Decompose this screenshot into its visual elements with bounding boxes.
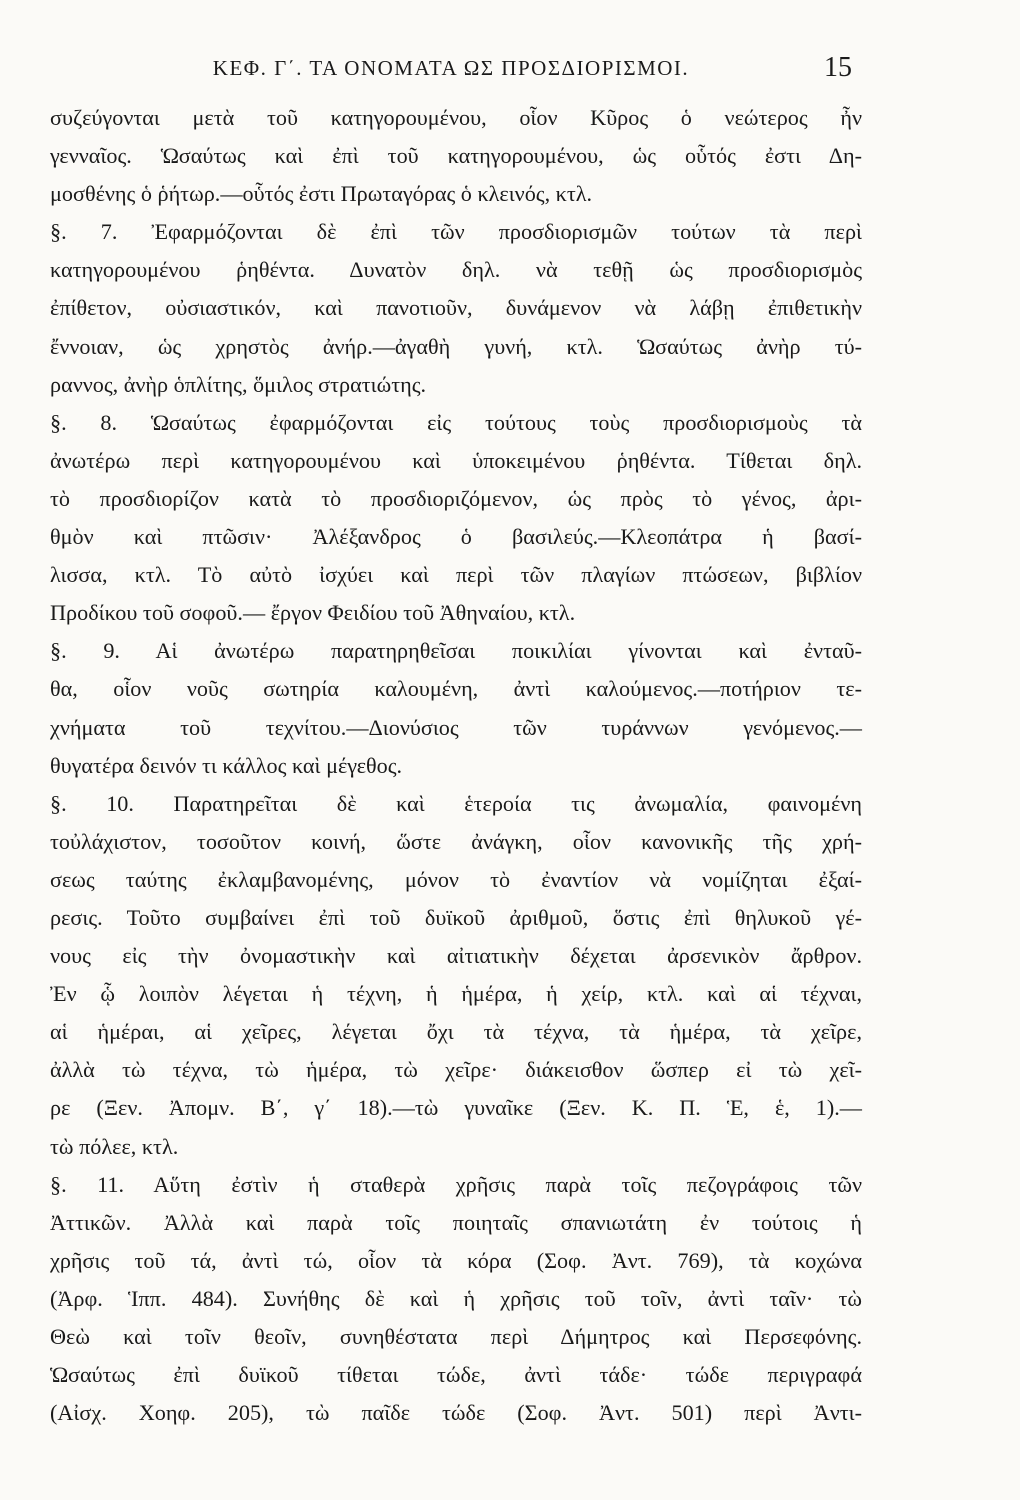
text-line: Ἀττικῶν. Ἀλλὰ καὶ παρὰ τοῖς ποιηταῖς σπανιωτάτη ἐν τούτοις ἡ xyxy=(50,1209,862,1235)
text-line: §. 10. Παρατηρεῖται δὲ καὶ ἑτεροία τις ἀνωμαλία, φαινομένη xyxy=(50,790,862,816)
page-number: 15 xyxy=(824,52,852,83)
text-line: §. 8. Ὡσαύτως ἐφαρμόζονται εἰς τούτους τοὺς προσδιορισμοὺς τὰ xyxy=(50,409,862,435)
text-line: τὼ πόλεε, κτλ. xyxy=(50,1133,179,1159)
text-line: χνήματα τοῦ τεχνίτου.—Διονύσιος τῶν τυράννων γενόμενος.— xyxy=(50,714,862,740)
text-line: τὸ προσδιορίζον κατὰ τὸ προσδιοριζόμενον, ὡς πρὸς τὸ γένος, ἀρι- xyxy=(50,485,862,511)
text-line: §. 11. Αὕτη ἐστὶν ἡ σταθερὰ χρῆσις παρὰ τοῖς πεζογράφοις τῶν xyxy=(50,1171,862,1197)
text-line: συζεύγονται μετὰ τοῦ κατηγορουμένου, οἷον Κῦρος ὁ νεώτερος ἦν xyxy=(50,105,862,130)
text-line: §. 9. Αἱ ἀνωτέρω παρατηρηθεῖσαι ποικιλίαι γίνονται καὶ ἐνταῦ- xyxy=(50,638,862,664)
text-line: ἀνωτέρω περὶ κατηγορουμένου καὶ ὑποκειμένου ῥηθέντα. Τίθεται δηλ. xyxy=(50,447,862,473)
text-line: (Αἰσχ. Χοηφ. 205), τὼ παῖδε τώδε (Σοφ. Ἀντ. 501) περὶ Ἀντι- xyxy=(50,1400,862,1426)
text-line: κατηγορουμένου ῥηθέντα. Δυνατὸν δηλ. νὰ τεθῇ ὡς προσδιορισμὸς xyxy=(50,257,862,283)
text-line: ραννος, ἀνὴρ ὁπλίτης, ὅμιλος στρατιώτης. xyxy=(50,371,427,397)
text-line: θυγατέρα δεινόν τι κάλλος καὶ μέγεθος. xyxy=(50,752,403,778)
text-line: γενναῖος. Ὡσαύτως καὶ ἐπὶ τοῦ κατηγορουμένου, ὡς οὗτός ἐστι Δη- xyxy=(50,143,862,169)
text-line: Ἐν ᾧ λοιπὸν λέγεται ἡ τέχνη, ἡ ἡμέρα, ἡ χείρ, κτλ. καὶ αἱ τέχναι, xyxy=(50,981,862,1007)
text-line: Θεὼ καὶ τοῖν θεοῖν, συνηθέστατα περὶ Δήμητρος καὶ Περσεφόνης. xyxy=(50,1324,862,1349)
body-text xyxy=(50,99,862,1432)
text-line: ἔννοιαν, ὡς χρηστὸς ἀνήρ.—ἀγαθὴ γυνή, κτλ. Ὡσαύτως ἀνὴρ τύ- xyxy=(50,333,862,359)
text-line: νους εἰς τὴν ὀνομαστικὴν καὶ αἰτιατικὴν δέχεται ἀρσενικὸν ἄρθρον. xyxy=(50,943,862,969)
text-line: τοὐλάχιστον, τοσοῦτον κοινή, ὥστε ἀνάγκη, οἷον κανονικῆς τῆς χρή- xyxy=(50,828,862,854)
text-line: χρῆσις τοῦ τά, ἀντὶ τώ, οἷον τὰ κόρα (Σοφ. Ἀντ. 769), τὰ κοχώνα xyxy=(50,1247,862,1273)
text-line: αἱ ἡμέραι, αἱ χεῖρες, λέγεται ὄχι τὰ τέχνα, τὰ ἡμέρα, τὰ χεῖρε, xyxy=(50,1019,862,1045)
running-head: ΚΕΦ. Γ΄. ΤΑ ΟΝΟΜΑΤΑ ΩΣ ΠΡΟΣΔΙΟΡΙΣΜΟΙ. xyxy=(212,56,690,80)
text-line: θα, οἷον νοῦς σωτηρία καλουμένη, ἀντὶ καλούμενος.—ποτήριον τε- xyxy=(50,676,862,702)
text-line: ρεσις. Τοῦτο συμβαίνει ἐπὶ τοῦ δυϊκοῦ ἀριθμοῦ, ὅστις ἐπὶ θηλυκοῦ γέ- xyxy=(50,904,862,930)
text-line: Ὡσαύτως ἐπὶ δυϊκοῦ τίθεται τώδε, ἀντὶ τάδε· τώδε περιγραφά xyxy=(50,1362,862,1388)
text-line: ἀλλὰ τὼ τέχνα, τὼ ἡμέρα, τὼ χεῖρε· διάκεισθον ὥσπερ εἰ τὼ χεῖ- xyxy=(50,1057,862,1083)
page-header xyxy=(130,52,852,96)
text-line: (Ἀρφ. Ἱππ. 484). Συνήθης δὲ καὶ ἡ χρῆσις τοῦ τοῖν, ἀντὶ ταῖν· τὼ xyxy=(50,1285,862,1311)
text-line: σεως ταύτης ἐκλαμβανομένης, μόνον τὸ ἐναντίον νὰ νομίζηται ἐξαί- xyxy=(50,866,862,892)
text-line: ἐπίθετον, οὐσιαστικόν, καὶ πανοτιοῦν, δυνάμενον νὰ λάβῃ ἐπιθετικὴν xyxy=(50,295,862,321)
text-line: λισσα, κτλ. Τὸ αὐτὸ ἰσχύει καὶ περὶ τῶν πλαγίων πτώσεων, βιβλίον xyxy=(50,562,862,588)
text-line: μοσθένης ὁ ῥήτωρ.—οὗτός ἐστι Πρωταγόρας ὁ κλεινός, κτλ. xyxy=(50,181,593,207)
text-line: §. 7. Ἐφαρμόζονται δὲ ἐπὶ τῶν προσδιορισμῶν τούτων τὰ περὶ xyxy=(50,219,862,245)
text-line: θμὸν καὶ πτῶσιν· Ἀλέξανδρος ὁ βασιλεύς.—Κλεοπάτρα ἡ βασί- xyxy=(50,524,862,550)
text-line: ρε (Ξεν. Ἀπομν. Β΄, γ΄ 18).—τὼ γυναῖκε (Ξεν. Κ. Π. Ἑ, ἑ, 1).— xyxy=(50,1095,862,1121)
text-line: Προδίκου τοῦ σοφοῦ.— ἔργον Φειδίου τοῦ Ἀθηναίου, κτλ. xyxy=(50,600,576,626)
